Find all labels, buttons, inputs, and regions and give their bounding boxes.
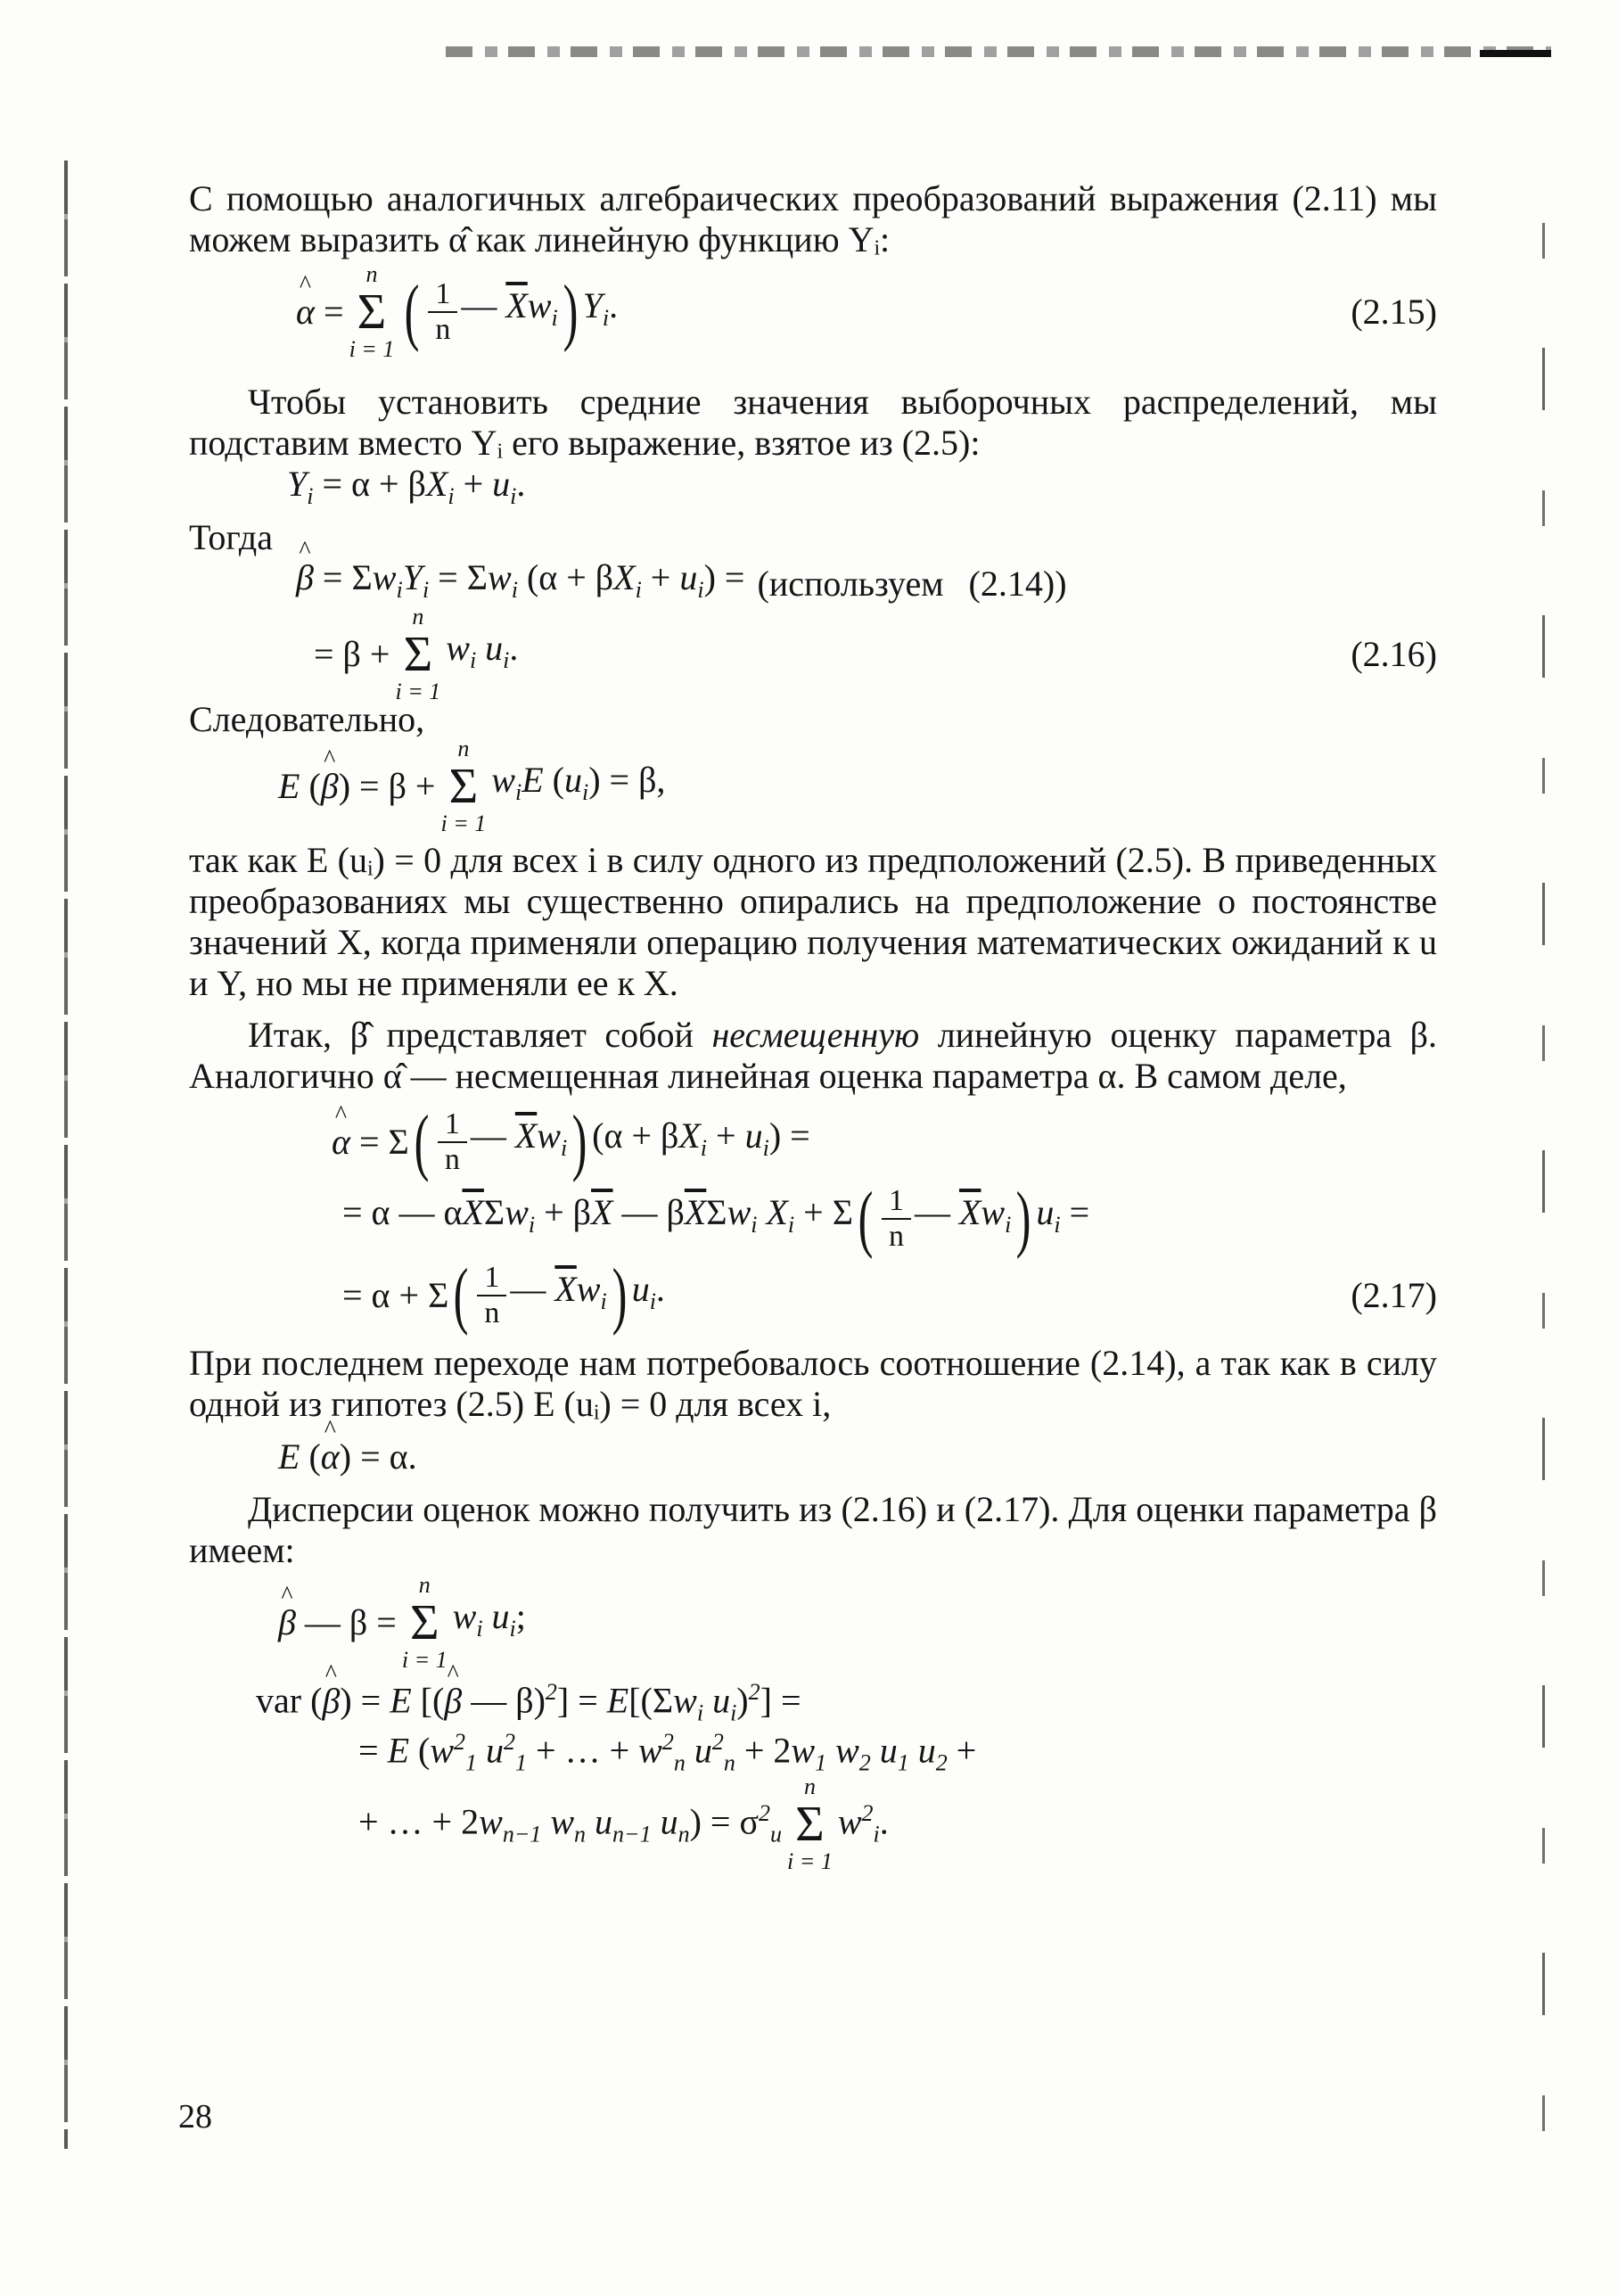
paragraph-3: так как E (uᵢ) = 0 для всех i в силу одного из предположений (2.5). В приведенных преобразованиях мы существенно опирались на предположение о постоянстве значений X, когда применяли операцию получения математических ожиданий к u и Y, но мы не применяли ее к X.: [189, 840, 1437, 1003]
scan-artifact-right-edge: [1542, 223, 1545, 2176]
equation-alpha-hat-line-1: ^ α = Σ ( $\frac{1}{n}$ — $\overline{X}w_i$ ) $(\alpha + \beta X_i + u_i)$ =: [189, 1104, 1437, 1181]
scan-artifact-top: [446, 46, 1551, 57]
equation-2-16: = β + n Σ i = 1 $w_i$ $u_i$. (2.16): [314, 604, 1437, 704]
equation-number: (2.16): [1351, 634, 1437, 674]
equation-number: (2.15): [1351, 292, 1437, 332]
equation-y: $Y_i = \alpha + \beta X_i + u_i$.: [287, 464, 526, 509]
paragraph-4: [189, 1015, 1437, 1097]
paragraph-4-rest: линейную оценку параметра β. Аналогично α̂ — несмещенная линейная оценка параметра α. В самом деле,: [189, 1015, 1437, 1096]
paragraph-2: Чтобы установить средние значения выборочных распределений, мы подставим вместо Yᵢ его выражение, взятое из (2.5):: [189, 382, 1437, 463]
scan-artifact-left-edge: [64, 160, 68, 2149]
equation-beta-deviation: ^ β — β = n Σ i = 1 $w_i$ $u_i$;: [189, 1576, 1437, 1669]
equation-variance-line-1: var (^ β) = E [(^ β — $\beta)^2] = E[(\Sigma w_i$ $u_i)^2$] =: [189, 1678, 1437, 1728]
equation-number: (2.17): [1351, 1275, 1437, 1315]
equation-beta-hat: ^ $\beta = \Sigma w_iY_i = \Sigma w_i$ $(\alpha + \beta X_i + u_i)$ = (используем (2.14)): [189, 558, 1437, 610]
word-sledovatelno: Следовательно,: [189, 699, 425, 739]
paragraph-4-start: Итак, β̂ представляет собой: [248, 1015, 694, 1055]
page-body: [189, 178, 1437, 1874]
page-number: 28: [178, 2098, 212, 2136]
equation-variance-line-3: + … + $2w_{n-1}$ $w_n$ $u_{n-1}$ $u_n) = \sigma^2_u$ n Σ i = 1 $w^2_i$.: [358, 1773, 889, 1874]
equation-reference: (2.14)): [968, 564, 1067, 604]
paragraph-1: С помощью аналогичных алгебраических преобразований выражения (2.11) мы можем выразить α̂ как линейную функцию Yᵢ:: [189, 178, 1437, 259]
word-togda: Тогда: [189, 517, 273, 557]
paragraph-6: Дисперсии оценок можно получить из (2.16) и (2.17). Для оценки параметра β имеем:: [189, 1489, 1437, 1570]
equation-alpha-hat-line-2: = α — $\alpha\overline{X}\Sigma w_i + \beta\overline{X}$ — $\beta\overline{X}\Sigma w_i$ $X_i + \Sigma$ ( $\frac{1}{n}$ — $\overline{X}w_i$ ) $u_i$ =: [342, 1177, 1090, 1260]
equation-variance-line-2: = E ($w^2_1$ $u^2_1$ + … + $w^2_n$ $u^2_n + 2w_1$ $w_2$ $u_1$ $u_2$ +: [358, 1729, 977, 1776]
emphasis-unbiased: несмещенную: [711, 1015, 920, 1055]
equation-2-17: = α + Σ ( $\frac{1}{n}$ — $\overline{X}w_i$ ) $u_i$. (2.17): [342, 1254, 1437, 1337]
equation-expectation-beta: E (^ β) = β + n Σ i = 1 $w_iE$ $(u_i) = \beta$,: [189, 740, 1437, 833]
paragraph-5: При последнем переходе нам потребовалось соотношение (2.14), а так как в силу одной из гипотез (2.5) E (uᵢ) = 0 для всех i,: [189, 1343, 1437, 1424]
equation-comment: (используем: [757, 564, 944, 604]
scan-artifact-top-bar: [1480, 50, 1551, 57]
equation-expectation-alpha: E (^ α) = α.: [189, 1425, 1437, 1489]
equation-2-15: ^ α = n Σ i = 1 ( $\frac{1}{n}$ — $\overline{X}w_i$ ) $Y_i$. (2.15): [189, 260, 1437, 364]
